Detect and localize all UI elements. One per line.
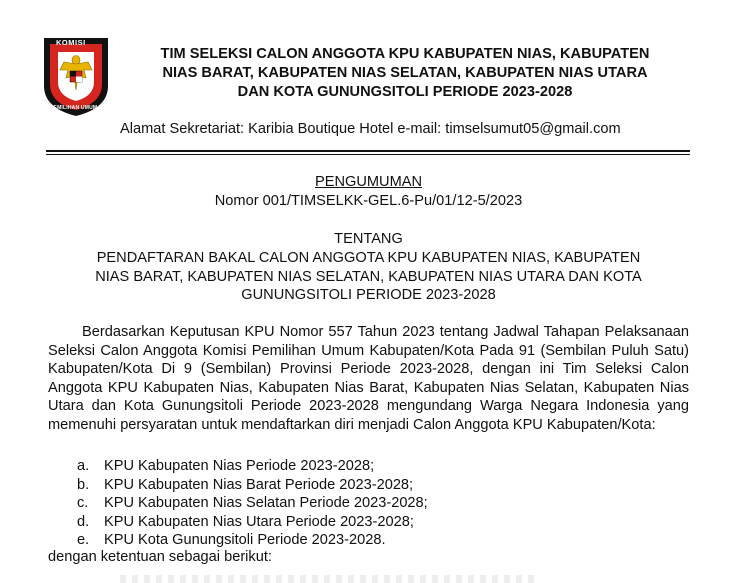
- list-item: [77, 494, 428, 513]
- list-marker: e.: [77, 532, 90, 548]
- list-marker: a.: [77, 458, 90, 474]
- closing-text: dengan ketentuan sebagai berikut:: [48, 549, 272, 565]
- list-text: KPU Kabupaten Nias Utara Periode 2023-2028;: [104, 513, 414, 530]
- list-item: [77, 476, 428, 495]
- kpu-list: [77, 457, 428, 550]
- cut-off-next-line: [120, 575, 540, 583]
- announcement-heading: [48, 174, 689, 190]
- list-text: KPU Kabupaten Nias Barat Periode 2023-2028;: [104, 476, 414, 493]
- list-text: KPU Kabupaten Nias Selatan Periode 2023-2028;: [104, 495, 428, 511]
- about-label: TENTANG: [334, 231, 403, 247]
- heading-text: PENGUMUMAN: [314, 174, 423, 190]
- list-item: [77, 457, 428, 476]
- title-line: DAN KOTA GUNUNGSITOLI PERIODE 2023-2028: [237, 84, 573, 100]
- about-line: NIAS BARAT, KABUPATEN NIAS SELATAN, KABUPATEN NIAS UTARA DAN KOTA: [95, 268, 642, 285]
- body-paragraph: [48, 323, 689, 434]
- title-line: NIAS BARAT, KABUPATEN NIAS SELATAN, KABUPATEN NIAS UTARA: [162, 65, 648, 81]
- header-divider-thick: [46, 150, 690, 152]
- about-line: GUNUNGSITOLI PERIODE 2023-2028: [241, 287, 496, 303]
- list-text: KPU Kota Gunungsitoli Periode 2023-2028.: [104, 532, 386, 548]
- list-marker: c.: [77, 495, 89, 511]
- title-line: TIM SELEKSI CALON ANGGOTA KPU KABUPATEN NIAS, KABUPATEN: [160, 46, 650, 62]
- committee-title: [118, 45, 692, 102]
- list-item: [77, 513, 428, 532]
- about-line: PENDAFTARAN BAKAL CALON ANGGOTA KPU KABUPATEN NIAS, KABUPATEN: [96, 250, 641, 266]
- logo-text-top: KOMISI: [56, 38, 86, 47]
- logo-text-bottom: PEMILIHAN UMUM: [50, 105, 98, 111]
- list-marker: d.: [77, 513, 90, 530]
- announcement-number: Nomor 001/TIMSELKK-GEL.6-Pu/01/12-5/2023: [214, 193, 523, 209]
- about-subject: [48, 249, 689, 305]
- secretariat-address: Alamat Sekretariat: Karibia Boutique Hotel e-mail: timselsumut05@gmail.com: [120, 121, 621, 137]
- paragraph-text: Berdasarkan Keputusan KPU Nomor 557 Tahun 2023 tentang Jadwal Tahapan Pelaksanaan Seleksi Calon Anggota Komisi Pemilihan Umum Kabupaten/Kota Pada 91 (Sembilan Puluh Satu) Kabupaten/Kota Di 9 (Sembilan) Provinsi Periode 2023-2028, dengan ini Tim Seleksi Calon Anggota KPU Kabupaten Nias, Kabupaten Nias Barat, Kabupaten Nias Selatan, Kabupaten Nias Utara dan Kota Gunungsitoli Periode 2023-2028 mengundang Warga Negara Indonesia yang memenuhi persyaratan untuk mendaftarkan diri menjadi Calon Anggota KPU Kabupaten/Kota:: [48, 324, 689, 433]
- list-text: KPU Kabupaten Nias Periode 2023-2028;: [104, 458, 375, 474]
- list-marker: b.: [77, 476, 90, 493]
- header-divider-thin: [46, 154, 690, 155]
- list-item: [77, 531, 428, 550]
